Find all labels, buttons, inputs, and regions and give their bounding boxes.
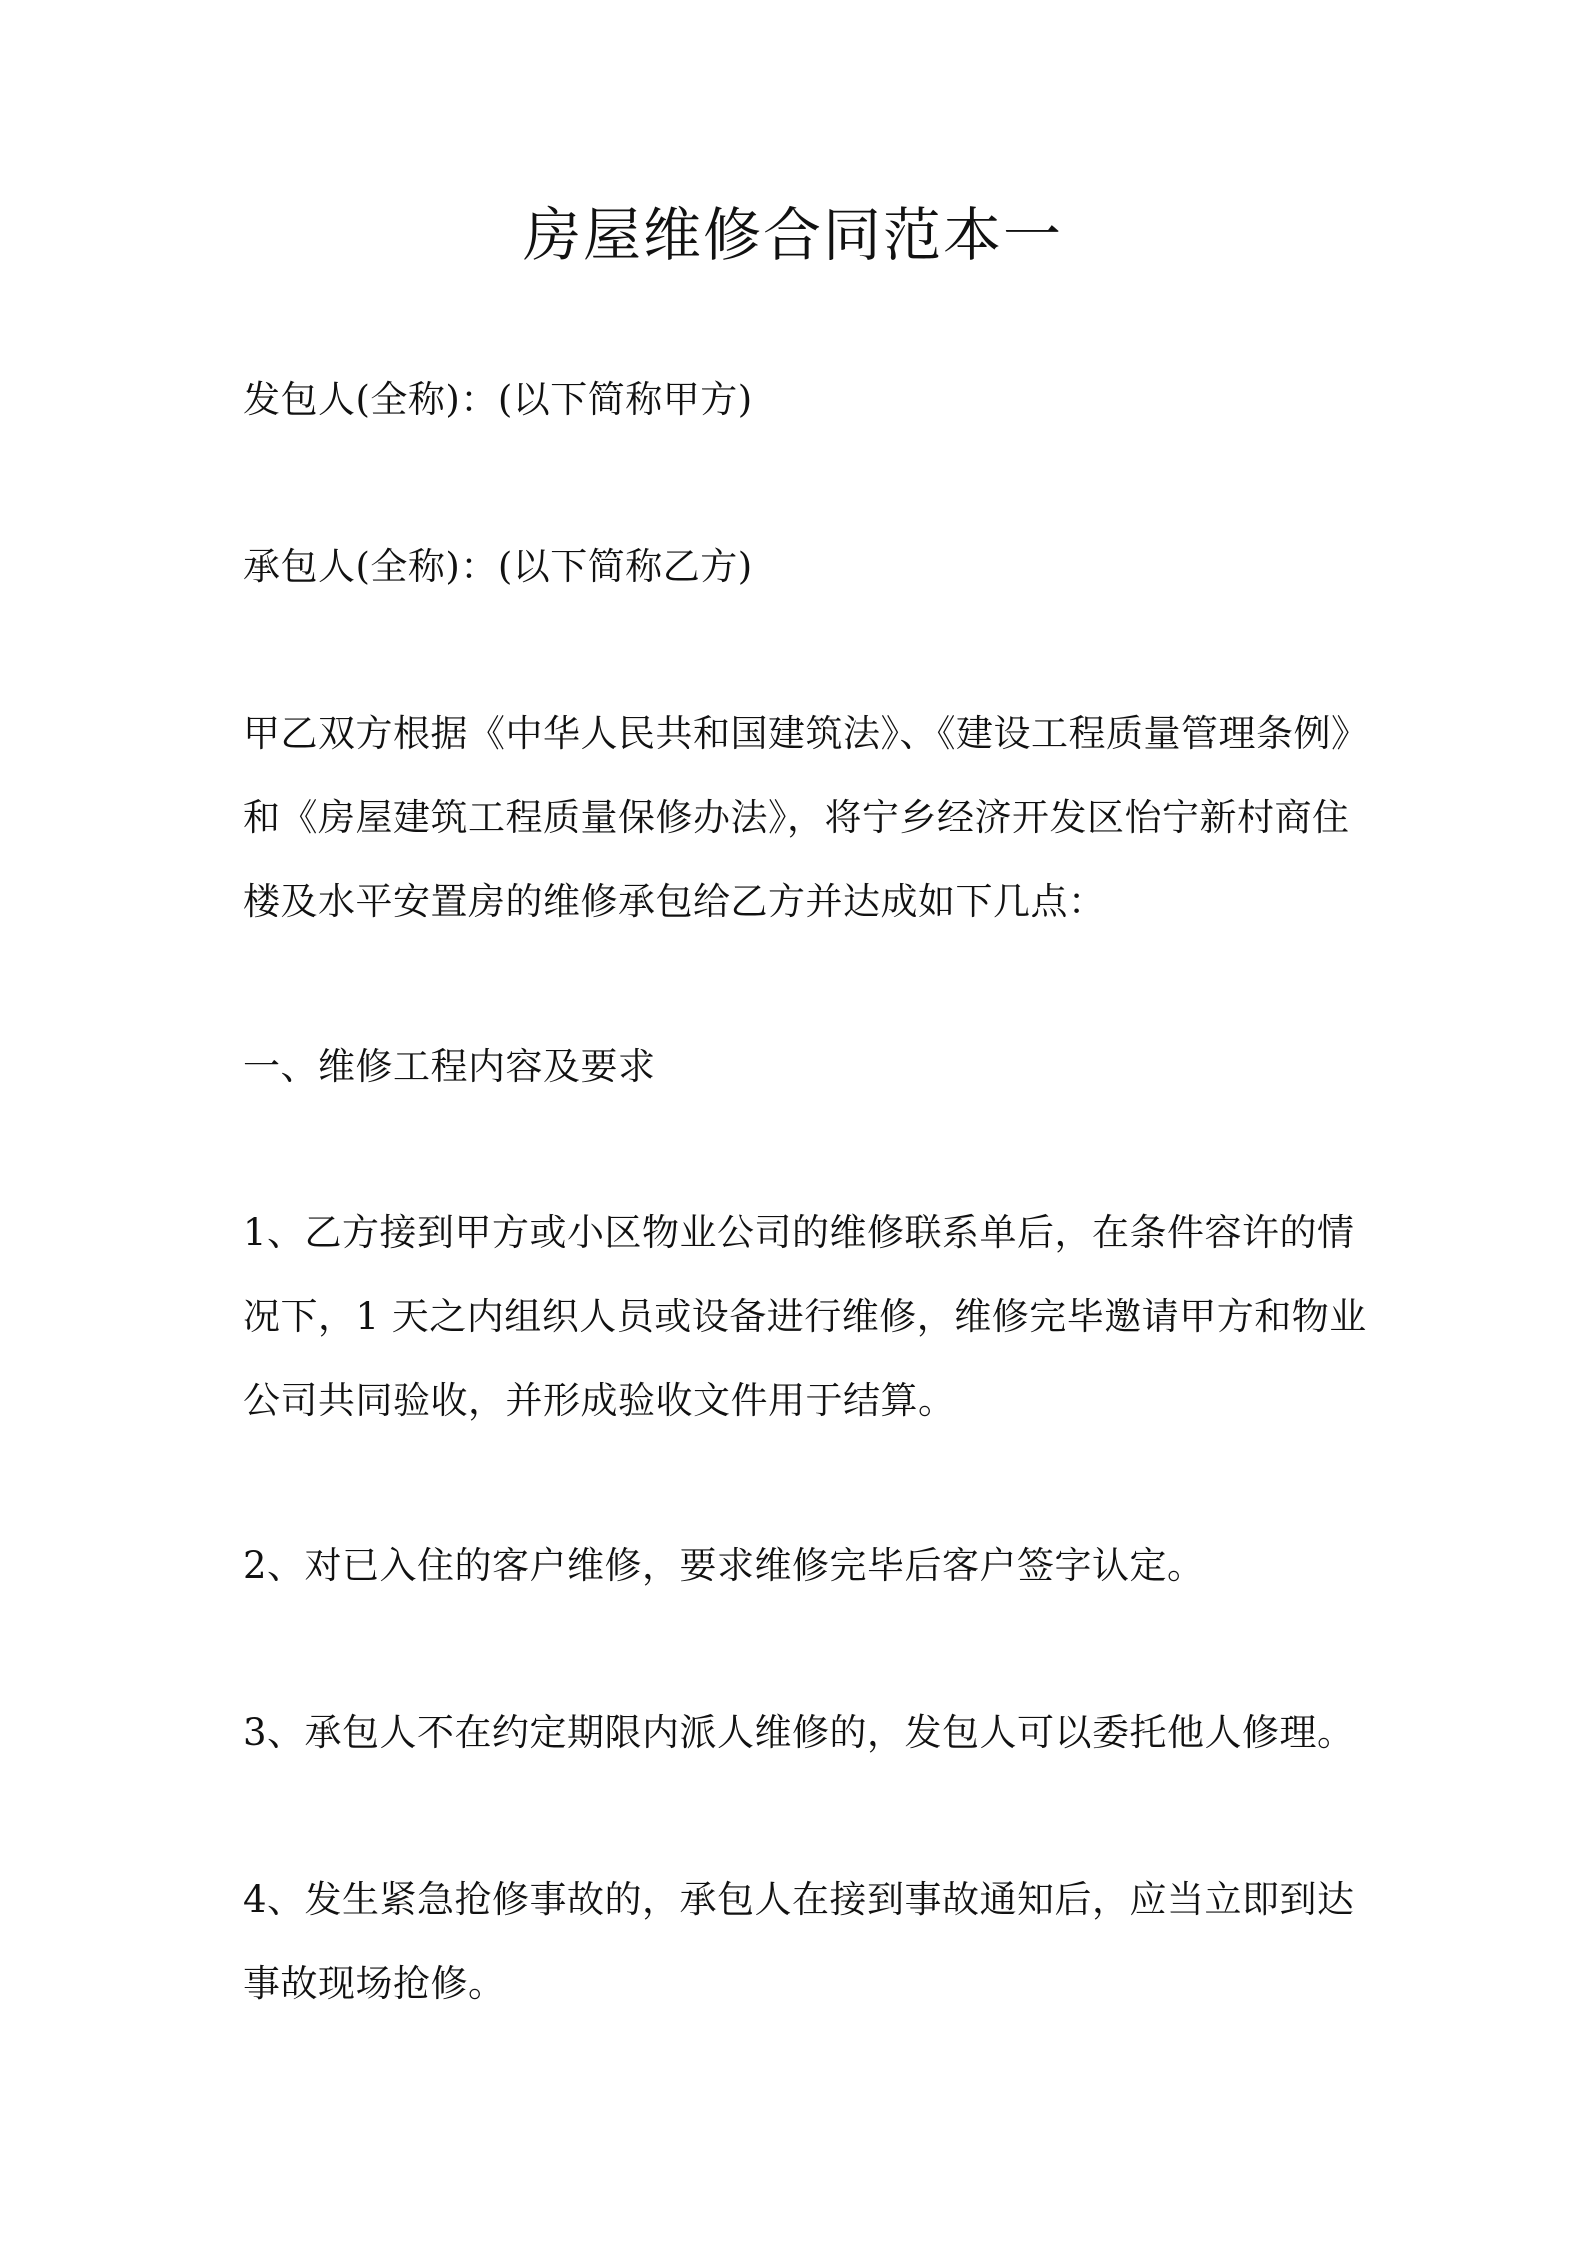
item-1-line: 公司共同验收，并形成验收文件用于结算。 bbox=[243, 1379, 956, 1422]
item-4-line: 事故现场抢修。 bbox=[243, 1962, 506, 2005]
intro-line: 楼及水平安置房的维修承包给乙方并达成如下几点： bbox=[243, 880, 1106, 923]
item-1-paragraph bbox=[243, 1191, 1367, 1443]
item-4-paragraph bbox=[243, 1858, 1363, 2026]
section-1-heading bbox=[243, 1025, 1363, 1109]
item-2-paragraph bbox=[243, 1524, 1363, 1608]
party-b-line bbox=[243, 525, 1363, 609]
item-1-line: 况下，1 天之内组织人员或设备进行维修，维修完毕邀请甲方和物业 bbox=[243, 1295, 1367, 1338]
item-3-paragraph bbox=[243, 1691, 1363, 1775]
section-1-heading-text: 一、维修工程内容及要求 bbox=[243, 1045, 656, 1088]
intro-paragraph bbox=[243, 692, 1369, 944]
party-a-line bbox=[243, 358, 1363, 442]
intro-line: 甲乙双方根据《中华人民共和国建筑法》、《建设工程质量管理条例》 bbox=[243, 712, 1369, 755]
intro-line: 和《房屋建筑工程质量保修办法》，将宁乡经济开发区怡宁新村商住 bbox=[243, 796, 1350, 839]
item-1-line: 1、乙方接到甲方或小区物业公司的维修联系单后，在条件容许的情 bbox=[243, 1211, 1355, 1254]
item-4-line: 4、发生紧急抢修事故的，承包人在接到事故通知后，应当立即到达 bbox=[243, 1878, 1355, 1921]
item-2-text: 2、对已入住的客户维修，要求维修完毕后客户签字认定。 bbox=[243, 1544, 1205, 1587]
item-3-text: 3、承包人不在约定期限内派人维修的，发包人可以委托他人修理。 bbox=[243, 1711, 1355, 1754]
party-a-text: 发包人(全称)：(以下简称甲方) bbox=[243, 378, 753, 421]
document-title: 房屋维修合同范本一 bbox=[522, 201, 1063, 269]
party-b-text: 承包人(全称)：(以下简称乙方) bbox=[243, 545, 753, 588]
